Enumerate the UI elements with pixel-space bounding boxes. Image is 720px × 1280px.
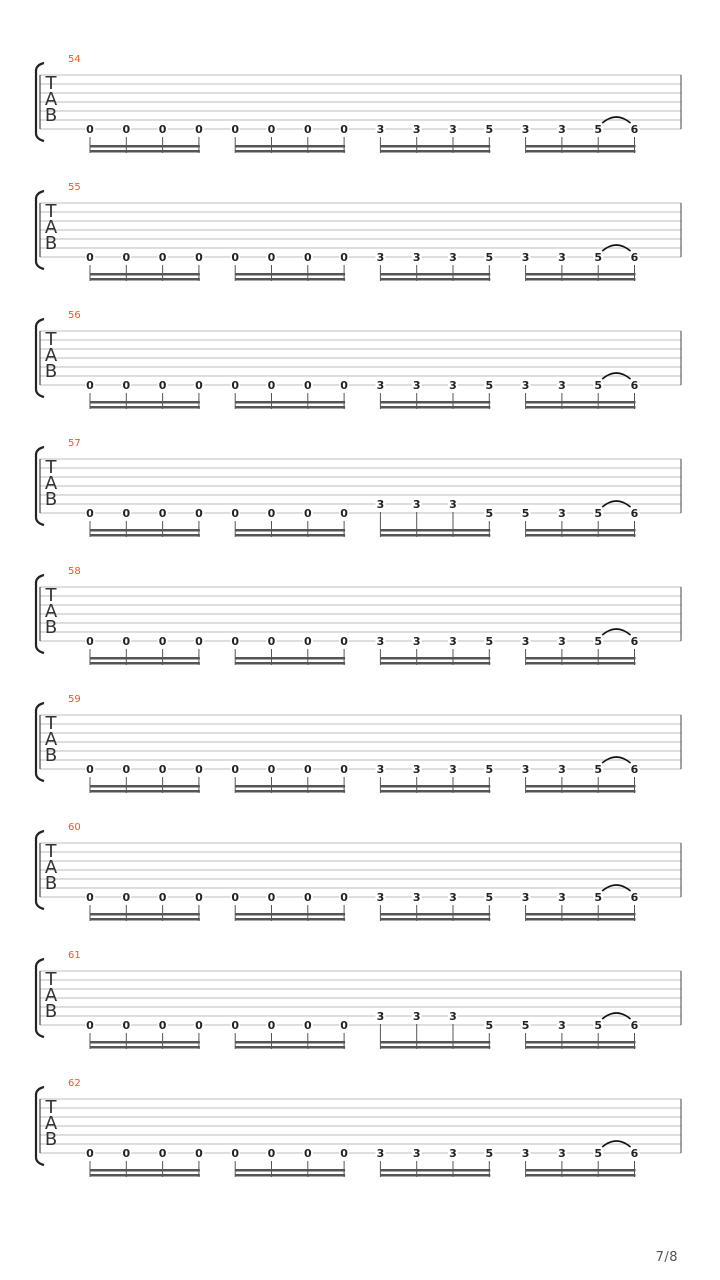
fret-number: 0 — [231, 763, 240, 776]
fret-number: 0 — [231, 379, 240, 392]
fret-number: 0 — [267, 1147, 276, 1160]
measure-number: 59 — [68, 694, 81, 705]
fret-number: 5 — [594, 763, 603, 776]
measure-number: 57 — [68, 438, 81, 449]
fret-number: 3 — [412, 379, 421, 392]
tab-clef-letter: B — [44, 617, 58, 638]
fret-number: 0 — [86, 635, 94, 648]
fret-number: 0 — [158, 763, 167, 776]
measure-number: 60 — [68, 822, 81, 833]
tab-system — [36, 694, 681, 793]
fret-number: 3 — [412, 123, 421, 136]
fret-number: 3 — [412, 1010, 421, 1023]
fret-number: 0 — [340, 635, 348, 648]
fret-number: 0 — [340, 891, 348, 904]
measure-number: 62 — [68, 1078, 81, 1089]
measure-number: 55 — [68, 182, 81, 193]
fret-number: 3 — [412, 498, 421, 511]
fret-number: 3 — [558, 379, 566, 392]
fret-number: 5 — [485, 763, 494, 776]
fret-number: 3 — [521, 1147, 530, 1160]
beam — [380, 534, 490, 537]
fret-number: 0 — [158, 507, 167, 520]
beam — [380, 657, 490, 660]
fret-number: 0 — [195, 1019, 203, 1032]
fret-number: 3 — [558, 891, 566, 904]
fret-number: 0 — [340, 1147, 348, 1160]
fret-number: 3 — [376, 379, 385, 392]
beam — [90, 529, 200, 532]
beam — [526, 913, 636, 916]
beam — [235, 1174, 345, 1177]
fret-number: 6 — [630, 123, 639, 136]
tab-system — [36, 54, 681, 153]
beam — [90, 1174, 200, 1177]
fret-number: 0 — [267, 123, 276, 136]
beam — [526, 1041, 636, 1044]
tab-clef-letter: A — [44, 985, 58, 1006]
fret-number: 0 — [231, 635, 240, 648]
beam — [526, 1169, 636, 1172]
beam — [90, 1169, 200, 1172]
beam — [526, 662, 636, 665]
fret-number: 5 — [521, 507, 530, 520]
beam — [235, 401, 345, 404]
tab-clef-letter: T — [45, 1097, 57, 1118]
fret-number: 0 — [267, 1019, 276, 1032]
tab-clef-letter: A — [44, 601, 58, 622]
fret-number: 0 — [195, 379, 203, 392]
fret-number: 0 — [303, 1019, 312, 1032]
beam — [90, 790, 200, 793]
tab-clef-letter: T — [45, 969, 57, 990]
fret-number: 0 — [195, 1147, 203, 1160]
tab-clef-letter: A — [44, 729, 58, 750]
fret-number: 3 — [376, 1010, 385, 1023]
fret-number: 3 — [558, 123, 566, 136]
beam — [235, 657, 345, 660]
tab-system — [36, 950, 681, 1049]
tab-clef-letter: A — [44, 89, 58, 110]
beam — [90, 401, 200, 404]
beam — [380, 662, 490, 665]
fret-number: 5 — [485, 1147, 494, 1160]
beam — [235, 913, 345, 916]
fret-number: 0 — [86, 1019, 94, 1032]
fret-number: 3 — [412, 1147, 421, 1160]
beam — [90, 913, 200, 916]
fret-number: 0 — [122, 1147, 131, 1160]
fret-number: 0 — [122, 379, 131, 392]
beam — [235, 918, 345, 921]
tab-clef-letter: A — [44, 473, 58, 494]
tab-clef-letter: T — [45, 329, 57, 350]
tab-clef-letter: A — [44, 1113, 58, 1134]
beam — [90, 534, 200, 537]
fret-number: 0 — [158, 123, 167, 136]
fret-number: 0 — [267, 891, 276, 904]
fret-number: 0 — [267, 635, 276, 648]
beam — [235, 273, 345, 276]
beam — [526, 278, 636, 281]
fret-number: 5 — [485, 379, 494, 392]
beam — [380, 1174, 490, 1177]
fret-number: 5 — [594, 507, 603, 520]
beam — [526, 790, 636, 793]
measure-number: 58 — [68, 566, 81, 577]
beam — [380, 1169, 490, 1172]
fret-number: 5 — [594, 1019, 603, 1032]
fret-number: 3 — [376, 635, 385, 648]
beam — [526, 785, 636, 788]
fret-number: 0 — [158, 635, 167, 648]
fret-number: 3 — [449, 379, 457, 392]
beam — [235, 1041, 345, 1044]
fret-number: 0 — [86, 123, 94, 136]
fret-number: 3 — [449, 251, 457, 264]
fret-number: 3 — [449, 498, 457, 511]
beam — [90, 785, 200, 788]
fret-number: 3 — [558, 1147, 566, 1160]
measure-number: 54 — [68, 54, 81, 65]
fret-number: 5 — [594, 1147, 603, 1160]
beam — [90, 145, 200, 148]
fret-number: 5 — [485, 891, 494, 904]
fret-number: 3 — [412, 891, 421, 904]
beam — [380, 406, 490, 409]
fret-number: 3 — [521, 763, 530, 776]
fret-number: 0 — [122, 507, 131, 520]
beam — [380, 1041, 490, 1044]
beam — [526, 273, 636, 276]
fret-number: 0 — [340, 1019, 348, 1032]
fret-number: 0 — [231, 507, 240, 520]
beam — [526, 145, 636, 148]
fret-number: 6 — [630, 635, 639, 648]
tab-clef-letter: T — [45, 201, 57, 222]
beam — [235, 529, 345, 532]
tab-clef-letter: B — [44, 873, 58, 894]
tab-clef-letter: A — [44, 857, 58, 878]
fret-number: 0 — [86, 1147, 94, 1160]
beam — [380, 401, 490, 404]
fret-number: 0 — [122, 635, 131, 648]
fret-number: 0 — [195, 763, 203, 776]
fret-number: 5 — [485, 635, 494, 648]
fret-number: 0 — [158, 1147, 167, 1160]
beam — [526, 534, 636, 537]
beam — [235, 406, 345, 409]
fret-number: 0 — [340, 763, 348, 776]
fret-number: 0 — [158, 891, 167, 904]
fret-number: 3 — [558, 635, 566, 648]
beam — [235, 785, 345, 788]
fret-number: 6 — [630, 251, 639, 264]
tab-clef-letter: A — [44, 217, 58, 238]
fret-number: 6 — [630, 763, 639, 776]
beam — [90, 657, 200, 660]
fret-number: 3 — [558, 251, 566, 264]
tab-clef-letter: T — [45, 585, 57, 606]
fret-number: 0 — [340, 123, 348, 136]
fret-number: 3 — [521, 251, 530, 264]
tab-system — [36, 310, 681, 409]
beam — [90, 1041, 200, 1044]
fret-number: 0 — [303, 1147, 312, 1160]
fret-number: 3 — [521, 891, 530, 904]
beam — [380, 913, 490, 916]
fret-number: 0 — [267, 763, 276, 776]
fret-number: 3 — [376, 123, 385, 136]
beam — [380, 918, 490, 921]
fret-number: 3 — [558, 1019, 566, 1032]
beam — [526, 406, 636, 409]
beam — [90, 273, 200, 276]
fret-number: 0 — [195, 507, 203, 520]
beam — [380, 1046, 490, 1049]
fret-number: 0 — [340, 379, 348, 392]
tab-clef-letter: B — [44, 489, 58, 510]
fret-number: 3 — [558, 507, 566, 520]
fret-number: 0 — [340, 251, 348, 264]
fret-number: 5 — [594, 891, 603, 904]
beam — [380, 278, 490, 281]
beam — [90, 278, 200, 281]
fret-number: 5 — [521, 1019, 530, 1032]
measure-number: 61 — [68, 950, 81, 961]
tab-clef-letter: A — [44, 345, 58, 366]
tab-clef-letter: T — [45, 73, 57, 94]
fret-number: 0 — [86, 763, 94, 776]
fret-number: 3 — [376, 251, 385, 264]
beam — [90, 406, 200, 409]
beam — [235, 145, 345, 148]
beam — [380, 529, 490, 532]
fret-number: 0 — [303, 379, 312, 392]
fret-number: 0 — [122, 1019, 131, 1032]
fret-number: 0 — [231, 891, 240, 904]
fret-number: 6 — [630, 1147, 639, 1160]
fret-number: 3 — [521, 123, 530, 136]
fret-number: 3 — [449, 891, 457, 904]
fret-number: 6 — [630, 379, 639, 392]
beam — [235, 662, 345, 665]
fret-number: 3 — [449, 1010, 457, 1023]
fret-number: 3 — [412, 763, 421, 776]
fret-number: 0 — [195, 251, 203, 264]
beam — [526, 150, 636, 153]
fret-number: 3 — [376, 498, 385, 511]
fret-number: 5 — [485, 507, 494, 520]
beam — [235, 1169, 345, 1172]
fret-number: 0 — [267, 507, 276, 520]
fret-number: 3 — [449, 123, 457, 136]
fret-number: 0 — [86, 507, 94, 520]
beam — [380, 790, 490, 793]
fret-number: 5 — [594, 251, 603, 264]
tab-clef-letter: B — [44, 745, 58, 766]
fret-number: 0 — [158, 251, 167, 264]
fret-number: 5 — [485, 1019, 494, 1032]
fret-number: 0 — [267, 251, 276, 264]
fret-number: 3 — [521, 635, 530, 648]
fret-number: 0 — [303, 123, 312, 136]
tab-clef-letter: B — [44, 361, 58, 382]
fret-number: 0 — [231, 123, 240, 136]
fret-number: 0 — [303, 891, 312, 904]
beam — [90, 918, 200, 921]
fret-number: 0 — [122, 251, 131, 264]
tab-system — [36, 182, 681, 281]
fret-number: 3 — [376, 1147, 385, 1160]
fret-number: 0 — [86, 379, 94, 392]
beam — [526, 657, 636, 660]
fret-number: 0 — [195, 891, 203, 904]
tab-clef-letter: B — [44, 105, 58, 126]
beam — [235, 534, 345, 537]
fret-number: 3 — [449, 763, 457, 776]
beam — [526, 401, 636, 404]
fret-number: 5 — [485, 123, 494, 136]
beam — [380, 145, 490, 148]
fret-number: 0 — [158, 379, 167, 392]
fret-number: 3 — [412, 251, 421, 264]
fret-number: 0 — [303, 763, 312, 776]
fret-number: 0 — [303, 507, 312, 520]
beam — [380, 150, 490, 153]
fret-number: 0 — [86, 251, 94, 264]
measure-number: 56 — [68, 310, 81, 321]
page-number: 7/8 — [655, 1250, 678, 1265]
tab-system — [36, 822, 681, 921]
fret-number: 3 — [558, 763, 566, 776]
beam — [90, 1046, 200, 1049]
fret-number: 0 — [122, 123, 131, 136]
fret-number: 0 — [122, 891, 131, 904]
tab-system — [36, 1078, 681, 1177]
fret-number: 0 — [122, 763, 131, 776]
fret-number: 5 — [594, 635, 603, 648]
tab-clef-letter: B — [44, 233, 58, 254]
beam — [235, 150, 345, 153]
beam — [526, 918, 636, 921]
fret-number: 3 — [412, 635, 421, 648]
fret-number: 5 — [594, 123, 603, 136]
tab-clef-letter: T — [45, 713, 57, 734]
fret-number: 0 — [340, 507, 348, 520]
fret-number: 0 — [231, 1147, 240, 1160]
fret-number: 0 — [231, 1019, 240, 1032]
fret-number: 6 — [630, 891, 639, 904]
fret-number: 3 — [449, 1147, 457, 1160]
fret-number: 3 — [376, 891, 385, 904]
beam — [90, 662, 200, 665]
fret-number: 5 — [485, 251, 494, 264]
beam — [526, 1046, 636, 1049]
fret-number: 3 — [376, 763, 385, 776]
fret-number: 3 — [521, 379, 530, 392]
fret-number: 0 — [303, 251, 312, 264]
beam — [235, 278, 345, 281]
fret-number: 6 — [630, 507, 639, 520]
beam — [380, 785, 490, 788]
fret-number: 0 — [195, 123, 203, 136]
fret-number: 0 — [231, 251, 240, 264]
tab-clef-letter: T — [45, 457, 57, 478]
beam — [90, 150, 200, 153]
fret-number: 0 — [303, 635, 312, 648]
fret-number: 6 — [630, 1019, 639, 1032]
tab-system — [36, 566, 681, 665]
fret-number: 0 — [158, 1019, 167, 1032]
tab-clef-letter: B — [44, 1001, 58, 1022]
beam — [380, 273, 490, 276]
tab-clef-letter: B — [44, 1129, 58, 1150]
fret-number: 0 — [195, 635, 203, 648]
beam — [235, 790, 345, 793]
fret-number: 0 — [267, 379, 276, 392]
tab-clef-letter: T — [45, 841, 57, 862]
fret-number: 3 — [449, 635, 457, 648]
beam — [235, 1046, 345, 1049]
beam — [526, 529, 636, 532]
fret-number: 5 — [594, 379, 603, 392]
tab-system — [36, 438, 681, 537]
beam — [526, 1174, 636, 1177]
fret-number: 0 — [86, 891, 94, 904]
